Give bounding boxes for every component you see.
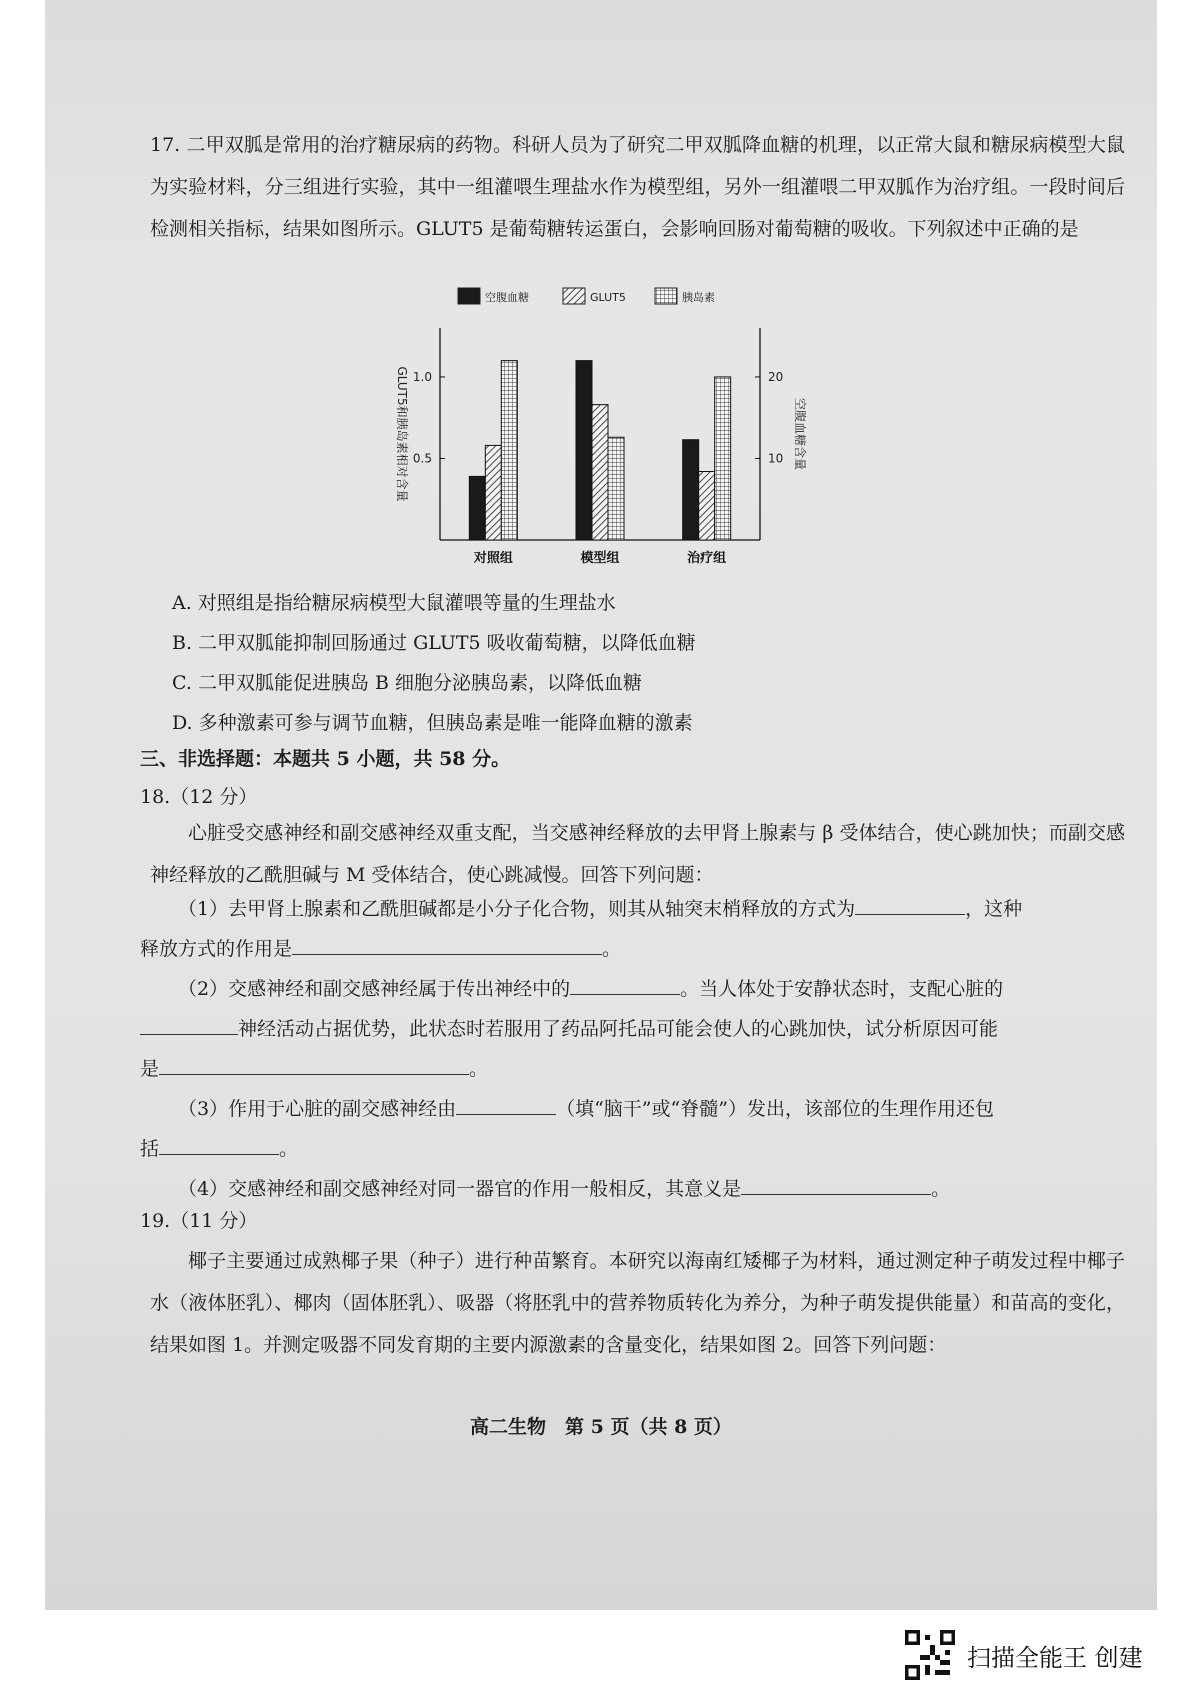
q18-p4-text-a: （4）交感神经和副交感神经对同一器官的作用一般相反，其意义是 — [178, 1178, 742, 1200]
q18-header: 18.（12 分） — [140, 786, 258, 808]
bar — [608, 437, 624, 540]
q17-option-d: D. 多种激素可参与调节血糖，但胰岛素是唯一能降血糖的激素 — [172, 712, 693, 734]
answer-blank[interactable] — [159, 1136, 279, 1155]
bar — [485, 445, 501, 540]
q18-p3-text-a: （3）作用于心脏的副交感神经由 — [178, 1098, 457, 1120]
chart-plot — [395, 328, 808, 566]
q18-part2-line3 — [140, 1054, 488, 1081]
answer-blank[interactable] — [292, 936, 602, 955]
right-tick-label: 10 — [768, 451, 784, 466]
bar — [576, 361, 592, 540]
legend-label: 胰岛素 — [682, 291, 715, 304]
answer-blank[interactable] — [140, 1016, 238, 1035]
q17-stem: 17. 二甲双胍是常用的治疗糖尿病的药物。科研人员为了研究二甲双胍降血糖的机理，以正常大鼠和糖尿病模型大鼠为实验材料，分三组进行实验，其中一组灌喂生理盐水作为模型组，另外一组灌喂二甲双胍作为治疗组。一段时间后检测相关指标，结果如图所示。GLUT5 是葡萄糖转运蛋白，会影响回肠对葡萄糖的吸收。下列叙述中正确的是 — [150, 134, 1125, 240]
q17-option-a: A. 对照组是指给糖尿病模型大鼠灌喂等量的生理盐水 — [172, 592, 616, 614]
q18-part1-line2 — [140, 934, 621, 961]
legend-swatch — [458, 288, 480, 304]
answer-blank[interactable] — [741, 1176, 931, 1195]
bar — [469, 476, 485, 540]
q18-part4 — [178, 1174, 950, 1201]
q18-p1-text-a: （1）去甲肾上腺素和乙酰胆碱都是小分子化合物，则其从轴突末梢释放的方式为 — [178, 898, 856, 920]
section-3-title: 三、非选择题：本题共 5 小题，共 58 分。 — [140, 748, 511, 770]
q18-p2-text-e: 。 — [469, 1058, 489, 1080]
bar-chart — [380, 278, 900, 598]
q18-p1-text-b: ，这种 — [965, 898, 1023, 920]
q17-option-c: C. 二甲双胍能促进胰岛 B 细胞分泌胰岛素，以降低血糖 — [172, 672, 642, 694]
q18-p4-text-b: 。 — [931, 1178, 951, 1200]
q18-p1-text-c: 释放方式的作用是 — [140, 938, 293, 960]
chart-legend — [458, 288, 715, 304]
right-tick-label: 20 — [768, 369, 784, 384]
bar — [501, 361, 517, 540]
category-label: 治疗组 — [687, 551, 727, 566]
q18-p2-text-c: 神经活动占据优势，此状态时若服用了药品阿托品可能会使人的心跳加快，试分析原因可能 — [238, 1018, 999, 1040]
bar — [699, 472, 715, 540]
left-axis-label: GLUT5和胰岛素相对含量 — [395, 366, 409, 502]
q18-intro: 心脏受交感神经和副交感神经双重支配，当交感神经释放的去甲肾上腺素与 β 受体结合，使心跳加快；而副交感神经释放的乙酰胆碱与 M 受体结合，使心跳减慢。回答下列问题： — [150, 822, 1125, 886]
q18-part2-line1 — [178, 974, 1003, 1001]
bar — [592, 405, 608, 540]
q18-p2-text-d: 是 — [140, 1058, 160, 1080]
q18-part2-line2 — [140, 1014, 998, 1041]
q17-option-b: B. 二甲双胍能抑制回肠通过 GLUT5 吸收葡萄糖，以降低血糖 — [172, 632, 696, 654]
legend-label: GLUT5 — [590, 291, 626, 304]
legend-swatch — [655, 288, 677, 304]
answer-blank[interactable] — [159, 1056, 469, 1075]
q18-p3-text-c: 括 — [140, 1138, 160, 1160]
q18-p2-text-a: （2）交感神经和副交感神经属于传出神经中的 — [178, 978, 571, 1000]
q18-p2-text-b: 。当人体处于安静状态时，支配心脏的 — [680, 978, 1004, 1000]
q18-part3-line1 — [178, 1094, 994, 1121]
left-tick-label: 1.0 — [412, 369, 432, 384]
q18-p1-text-d: 。 — [602, 938, 622, 960]
q19-intro: 椰子主要通过成熟椰子果（种子）进行种苗繁育。本研究以海南红矮椰子为材料，通过测定种子萌发过程中椰子水（液体胚乳）、椰肉（固体胚乳）、吸器（将胚乳中的营养物质转化为养分，为种子萌发提供能量）和苗高的变化，结果如图 1。并测定吸器不同发育期的主要内源激素的含量变化，结果如图 2。回答下列问题： — [150, 1250, 1125, 1356]
q18-p3-text-b: （填“脑干”或“脊髓”）发出，该部位的生理作用还包 — [556, 1098, 994, 1120]
legend-label: 空腹血糖 — [485, 291, 529, 304]
page-footer: 高二生物 第 5 页（共 8 页） — [470, 1416, 732, 1438]
answer-blank[interactable] — [456, 1096, 556, 1115]
category-label: 对照组 — [473, 551, 513, 566]
scanner-label: 扫描全能王 创建 — [967, 1643, 1143, 1672]
q19-header: 19.（11 分） — [140, 1210, 258, 1232]
answer-blank[interactable] — [855, 896, 965, 915]
q18-part1-line1 — [178, 894, 1022, 921]
category-label: 模型组 — [580, 551, 620, 566]
q18-p3-text-d: 。 — [279, 1138, 299, 1160]
bar — [683, 440, 699, 540]
answer-blank[interactable] — [570, 976, 680, 995]
legend-swatch — [563, 288, 585, 304]
q18-part3-line2 — [140, 1134, 298, 1161]
right-axis-label: 空腹血糖含量 — [793, 397, 807, 471]
bar — [715, 377, 731, 540]
scanner-watermark — [905, 1630, 1143, 1680]
left-tick-label: 0.5 — [412, 451, 432, 466]
qr-code-icon — [905, 1630, 955, 1680]
